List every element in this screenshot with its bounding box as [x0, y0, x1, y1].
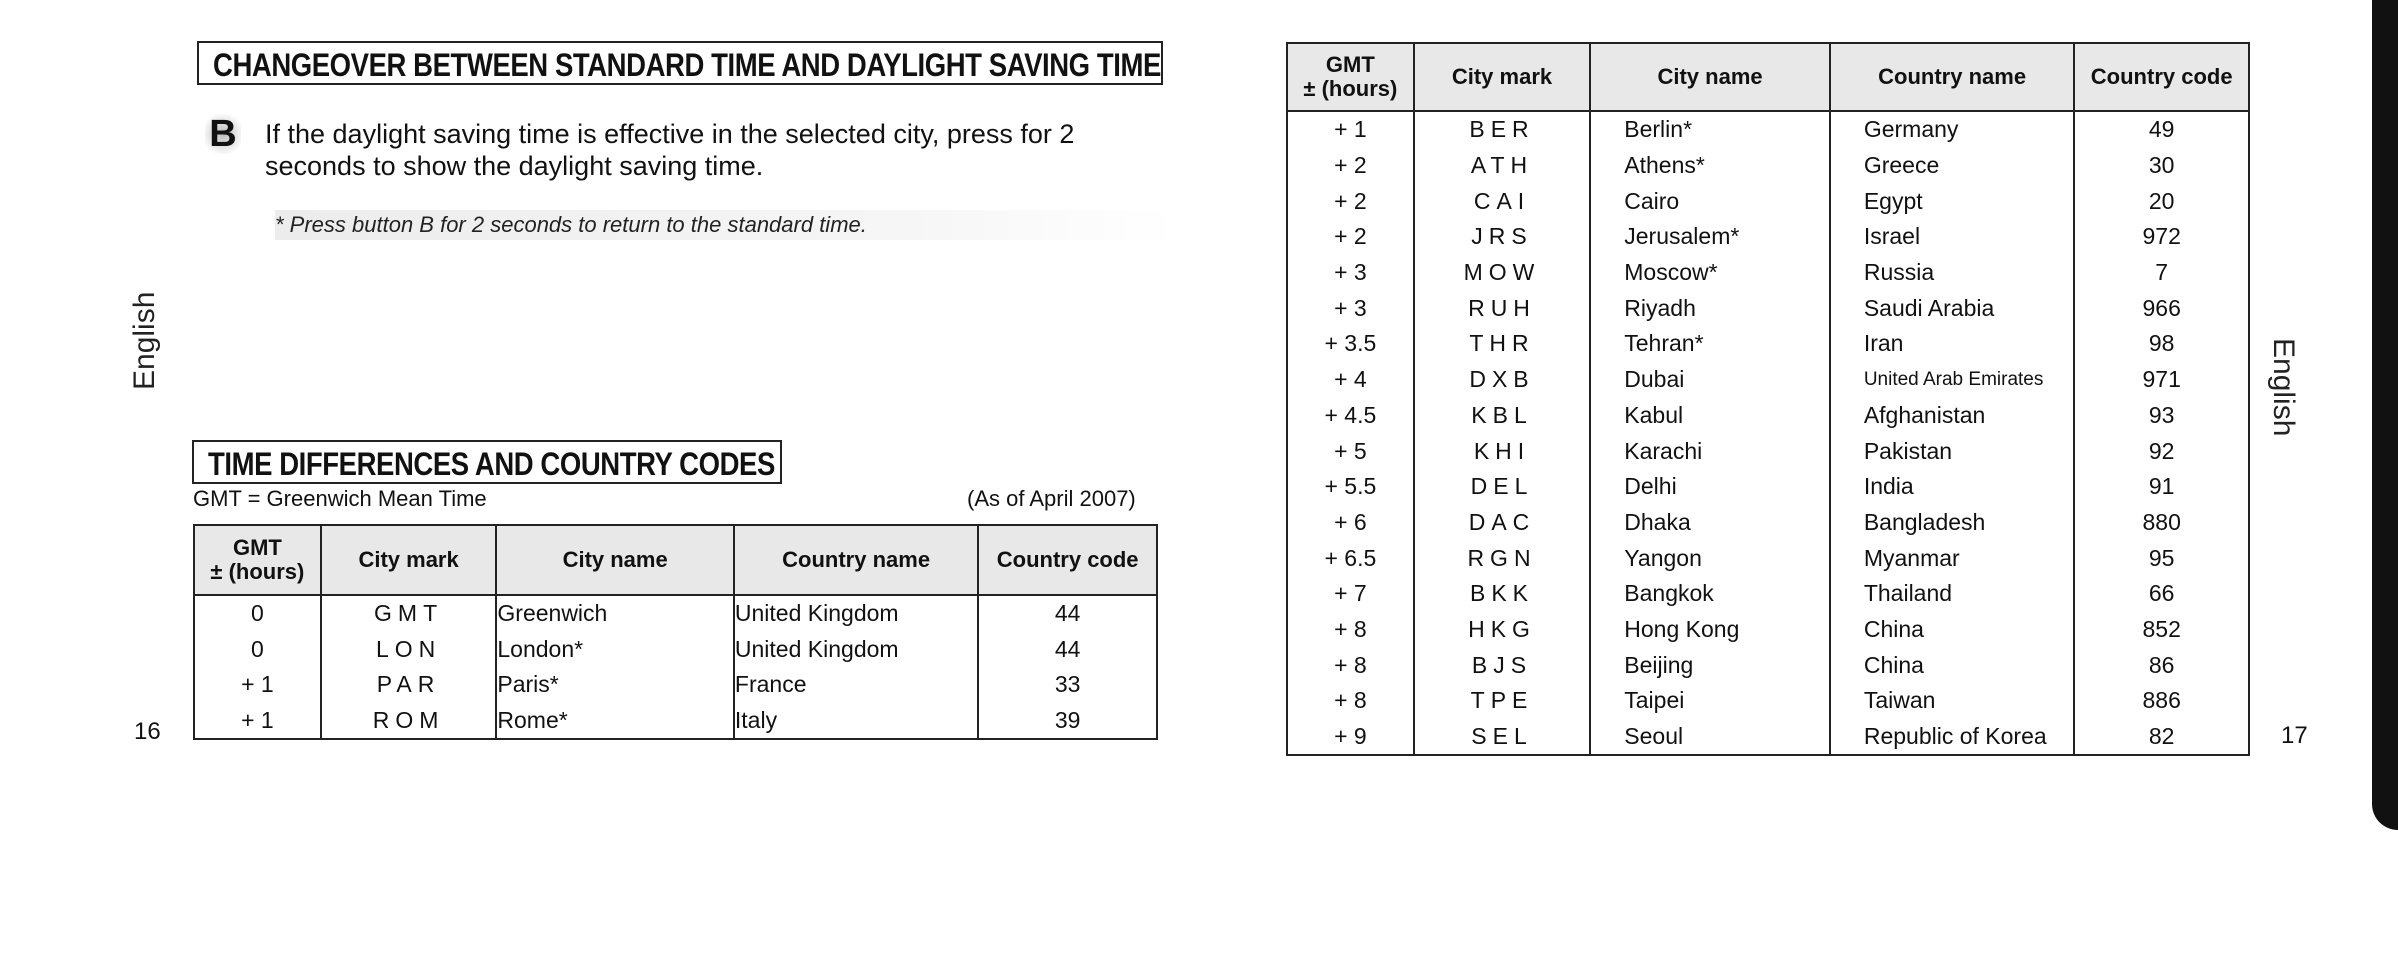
city-mark-cell: HKG: [1414, 612, 1591, 648]
city-name-cell: Seoul: [1590, 719, 1830, 756]
side-language-label-right: English: [2267, 338, 2300, 437]
header-city-mark: City mark: [1414, 43, 1591, 111]
country-name-cell: China: [1830, 612, 2075, 648]
table-row: [1287, 505, 2249, 541]
city-mark-cell: THR: [1414, 326, 1591, 362]
header-gmt-line2: ± (hours): [1303, 76, 1398, 101]
country-code-cell: 44: [978, 632, 1157, 668]
country-name-cell: Russia: [1830, 255, 2075, 291]
gmt-offset-cell: + 6: [1287, 505, 1414, 541]
country-code-cell: 880: [2074, 505, 2249, 541]
city-name-cell: Rome*: [496, 703, 734, 740]
header-country-name: Country name: [1830, 43, 2075, 111]
city-mark-cell: PAR: [321, 667, 497, 703]
city-mark-cell: RUH: [1414, 290, 1591, 326]
city-name-cell: Kabul: [1590, 398, 1830, 434]
country-name-cell: United Kingdom: [734, 632, 978, 668]
country-code-cell: 66: [2074, 576, 2249, 612]
country-code-cell: 966: [2074, 290, 2249, 326]
gmt-offset-cell: + 2: [1287, 219, 1414, 255]
city-mark-cell: BKK: [1414, 576, 1591, 612]
gmt-offset-cell: + 4: [1287, 362, 1414, 398]
header-country-code: Country code: [978, 525, 1157, 595]
country-name-cell: Pakistan: [1830, 433, 2075, 469]
city-name-cell: London*: [496, 632, 734, 668]
table-row: [1287, 433, 2249, 469]
header-gmt-line2: ± (hours): [210, 559, 305, 584]
table-row: [1287, 290, 2249, 326]
gmt-offset-cell: + 1: [194, 703, 321, 740]
table-row: [1287, 683, 2249, 719]
table-row: [1287, 326, 2249, 362]
table-row: [194, 667, 1157, 703]
section-heading-time-differences: [192, 440, 782, 484]
gmt-offset-cell: + 8: [1287, 647, 1414, 683]
table-row: [1287, 647, 2249, 683]
country-name-cell: Thailand: [1830, 576, 2075, 612]
table-row: [1287, 362, 2249, 398]
gmt-offset-cell: + 5.5: [1287, 469, 1414, 505]
button-b-icon: B: [205, 114, 241, 154]
gmt-offset-cell: + 3.5: [1287, 326, 1414, 362]
gmt-offset-cell: 0: [194, 632, 321, 668]
country-name-cell: Saudi Arabia: [1830, 290, 2075, 326]
city-name-cell: Dhaka: [1590, 505, 1830, 541]
city-mark-cell: MOW: [1414, 255, 1591, 291]
city-mark-cell: ROM: [321, 703, 497, 740]
standard-time-note: * Press button B for 2 seconds to return to the standard time.: [275, 210, 1175, 240]
page-number-right: 17: [2281, 722, 2308, 749]
table-row: [1287, 219, 2249, 255]
city-mark-cell: BER: [1414, 111, 1591, 148]
city-mark-cell: JRS: [1414, 219, 1591, 255]
table-row: [194, 703, 1157, 740]
country-name-cell: Israel: [1830, 219, 2075, 255]
country-code-cell: 971: [2074, 362, 2249, 398]
country-code-cell: 20: [2074, 183, 2249, 219]
city-name-cell: Hong Kong: [1590, 612, 1830, 648]
city-name-cell: Karachi: [1590, 433, 1830, 469]
country-name-cell: Germany: [1830, 111, 2075, 148]
country-code-cell: 39: [978, 703, 1157, 740]
country-code-cell: 86: [2074, 647, 2249, 683]
country-name-cell: China: [1830, 647, 2075, 683]
step-b-instruction: If the daylight saving time is effective in the selected city, press for 2 seconds to show the daylight saving time.: [265, 119, 1075, 181]
city-mark-cell: TPE: [1414, 683, 1591, 719]
country-code-cell: 886: [2074, 683, 2249, 719]
city-mark-cell: SEL: [1414, 719, 1591, 756]
city-name-cell: Jerusalem*: [1590, 219, 1830, 255]
country-name-cell: Republic of Korea: [1830, 719, 2075, 756]
gmt-offset-cell: + 3: [1287, 290, 1414, 326]
city-mark-cell: BJS: [1414, 647, 1591, 683]
table-row: [1287, 576, 2249, 612]
country-name-cell: Italy: [734, 703, 978, 740]
header-country-name: Country name: [734, 525, 978, 595]
gmt-offset-cell: + 4.5: [1287, 398, 1414, 434]
country-name-cell: Afghanistan: [1830, 398, 2075, 434]
country-code-cell: 82: [2074, 719, 2249, 756]
city-name-cell: Dubai: [1590, 362, 1830, 398]
header-city-name: City name: [496, 525, 734, 595]
time-difference-table-left: [193, 524, 1158, 740]
country-name-cell: India: [1830, 469, 2075, 505]
gmt-definition: GMT = Greenwich Mean Time: [193, 486, 487, 511]
table-row: [1287, 719, 2249, 756]
header-city-name: City name: [1590, 43, 1830, 111]
header-gmt: [1287, 43, 1414, 111]
country-name-cell: Greece: [1830, 148, 2075, 184]
country-name-cell: Iran: [1830, 326, 2075, 362]
country-code-cell: 95: [2074, 540, 2249, 576]
table-row: [1287, 469, 2249, 505]
gmt-offset-cell: 0: [194, 595, 321, 632]
header-gmt: [194, 525, 321, 595]
country-name-cell: France: [734, 667, 978, 703]
city-name-cell: Bangkok: [1590, 576, 1830, 612]
country-code-cell: 98: [2074, 326, 2249, 362]
gmt-offset-cell: + 8: [1287, 683, 1414, 719]
time-difference-table-right: [1286, 42, 2250, 756]
city-mark-cell: DAC: [1414, 505, 1591, 541]
gmt-offset-cell: + 3: [1287, 255, 1414, 291]
city-name-cell: Tehran*: [1590, 326, 1830, 362]
city-name-cell: Berlin*: [1590, 111, 1830, 148]
country-name-cell: Myanmar: [1830, 540, 2075, 576]
section-heading-time-differences-text: TIME DIFFERENCES AND COUNTRY CODES: [208, 446, 775, 482]
city-mark-cell: DEL: [1414, 469, 1591, 505]
country-name-cell: Egypt: [1830, 183, 2075, 219]
table-row: [1287, 183, 2249, 219]
table-row: [1287, 540, 2249, 576]
page-binding-edge: [2372, 0, 2398, 830]
table-row: [1287, 255, 2249, 291]
country-name-cell: United Kingdom: [734, 595, 978, 632]
city-mark-cell: CAI: [1414, 183, 1591, 219]
gmt-offset-cell: + 5: [1287, 433, 1414, 469]
gmt-offset-cell: + 2: [1287, 148, 1414, 184]
city-mark-cell: RGN: [1414, 540, 1591, 576]
country-code-cell: 44: [978, 595, 1157, 632]
city-name-cell: Beijing: [1590, 647, 1830, 683]
city-mark-cell: LON: [321, 632, 497, 668]
gmt-offset-cell: + 6.5: [1287, 540, 1414, 576]
country-code-cell: 7: [2074, 255, 2249, 291]
country-code-cell: 92: [2074, 433, 2249, 469]
section-heading-daylight-saving: [197, 41, 1163, 85]
country-code-cell: 91: [2074, 469, 2249, 505]
country-code-cell: 33: [978, 667, 1157, 703]
gmt-offset-cell: + 1: [194, 667, 321, 703]
city-name-cell: Greenwich: [496, 595, 734, 632]
table-row: [194, 632, 1157, 668]
city-name-cell: Paris*: [496, 667, 734, 703]
country-code-cell: 49: [2074, 111, 2249, 148]
city-name-cell: Moscow*: [1590, 255, 1830, 291]
city-mark-cell: KBL: [1414, 398, 1591, 434]
table-row: [1287, 111, 2249, 148]
country-name-cell: Bangladesh: [1830, 505, 2075, 541]
table-row: [1287, 398, 2249, 434]
city-mark-cell: DXB: [1414, 362, 1591, 398]
header-city-mark: City mark: [321, 525, 497, 595]
city-name-cell: Athens*: [1590, 148, 1830, 184]
as-of-date: (As of April 2007): [967, 486, 1136, 511]
table-row: [1287, 148, 2249, 184]
country-code-cell: 852: [2074, 612, 2249, 648]
country-name-cell: Taiwan: [1830, 683, 2075, 719]
table-row: [1287, 612, 2249, 648]
header-gmt-line1: GMT: [1325, 52, 1375, 77]
city-name-cell: Riyadh: [1590, 290, 1830, 326]
gmt-offset-cell: + 8: [1287, 612, 1414, 648]
city-mark-cell: GMT: [321, 595, 497, 632]
header-gmt-line1: GMT: [232, 535, 282, 560]
city-name-cell: Yangon: [1590, 540, 1830, 576]
table-row: [194, 595, 1157, 632]
country-code-cell: 30: [2074, 148, 2249, 184]
country-name-cell: United Arab Emirates: [1830, 362, 2075, 398]
gmt-offset-cell: + 2: [1287, 183, 1414, 219]
city-mark-cell: ATH: [1414, 148, 1591, 184]
city-mark-cell: KHI: [1414, 433, 1591, 469]
city-name-cell: Cairo: [1590, 183, 1830, 219]
country-code-cell: 93: [2074, 398, 2249, 434]
city-name-cell: Delhi: [1590, 469, 1830, 505]
page-number-left: 16: [134, 718, 161, 745]
section-heading-daylight-saving-text: CHANGEOVER BETWEEN STANDARD TIME AND DAYLIGHT SAVING TIME: [213, 47, 1161, 83]
gmt-offset-cell: + 9: [1287, 719, 1414, 756]
country-code-cell: 972: [2074, 219, 2249, 255]
header-country-code: Country code: [2074, 43, 2249, 111]
city-name-cell: Taipei: [1590, 683, 1830, 719]
gmt-offset-cell: + 1: [1287, 111, 1414, 148]
gmt-offset-cell: + 7: [1287, 576, 1414, 612]
side-language-label-left: English: [128, 291, 161, 390]
